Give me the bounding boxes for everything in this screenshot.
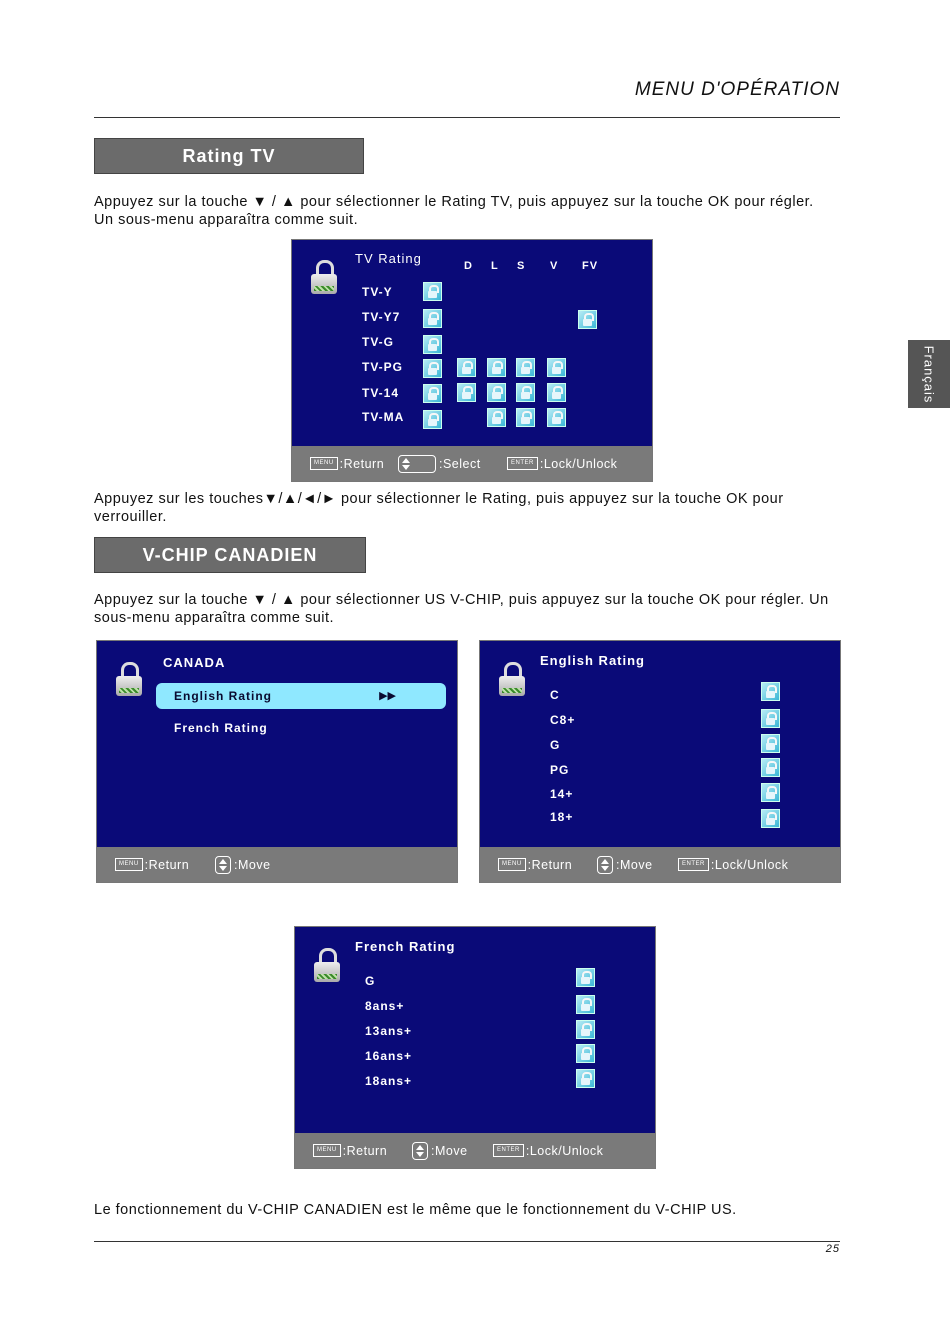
- english-rating-screen: [479, 640, 841, 883]
- rating-tv-instruction: Appuyez sur les touches▼/▲/◄/► pour sélectionner le Rating, puis appuyez sur la touche OK pour verrouiller.: [94, 491, 784, 525]
- lock-cell[interactable]: [761, 758, 780, 777]
- footer-lock-label: :Lock/Unlock: [525, 1143, 604, 1158]
- rating-row-label: TV-Y7: [362, 310, 401, 324]
- screen-footer: [97, 847, 457, 882]
- footer-return-label: :Return: [144, 857, 190, 872]
- lock-cell[interactable]: [487, 383, 506, 402]
- lock-cell[interactable]: [547, 358, 566, 377]
- col-header-v: V: [550, 260, 559, 272]
- canada-screen: [96, 640, 458, 883]
- footer-move-label: :Move: [616, 857, 653, 872]
- footer-move-label: :Move: [234, 857, 271, 872]
- lock-cell[interactable]: [576, 1069, 595, 1088]
- rating-row-label: 18+: [550, 810, 574, 824]
- french-rating-screen: [294, 926, 656, 1169]
- menu-item-label: English Rating: [174, 689, 272, 703]
- lock-cell[interactable]: [487, 408, 506, 427]
- rating-row-label: PG: [550, 763, 570, 777]
- rating-row-label: C8+: [550, 713, 576, 727]
- col-header-fv: FV: [582, 260, 599, 272]
- col-header-s: S: [517, 260, 526, 272]
- enter-key-icon: ENTER: [507, 457, 538, 470]
- lock-cell[interactable]: [423, 309, 442, 328]
- screen-footer: [295, 1133, 655, 1168]
- lock-cell[interactable]: [423, 410, 442, 429]
- rating-row-label: 16ans+: [365, 1049, 413, 1063]
- footer-return-label: :Return: [342, 1143, 388, 1158]
- footer-return-label: :Return: [527, 857, 573, 872]
- screen-footer: [292, 446, 652, 481]
- rating-row-label: 8ans+: [365, 999, 405, 1013]
- rating-row-label: G: [365, 974, 376, 988]
- menu-key-icon: MENU: [310, 457, 338, 470]
- rating-row-label: TV-PG: [362, 360, 404, 374]
- padlock-icon: [498, 662, 526, 696]
- enter-key-icon: ENTER: [493, 1144, 524, 1157]
- screen-title: TV Rating: [355, 251, 422, 266]
- screen-footer: [480, 847, 840, 882]
- menu-key-icon: MENU: [498, 858, 526, 871]
- padlock-icon: [313, 948, 341, 982]
- vchip-canadien-intro: Appuyez sur la touche ▼ / ▲ pour sélectionner US V-CHIP, puis appuyez sur la touche OK pour régler. Un sous-menu apparaîtra comme suit.: [94, 592, 829, 626]
- rating-row-label: 13ans+: [365, 1024, 413, 1038]
- footer-rule: [94, 1241, 840, 1242]
- lock-cell[interactable]: [576, 995, 595, 1014]
- menu-key-icon: MENU: [313, 1144, 341, 1157]
- up-down-keys-icon: [412, 1142, 428, 1160]
- screen-title: English Rating: [540, 653, 645, 668]
- padlock-icon: [310, 260, 338, 294]
- lock-cell[interactable]: [761, 734, 780, 753]
- lock-cell[interactable]: [761, 682, 780, 701]
- screen-title: French Rating: [355, 939, 456, 954]
- rating-row-label: TV-14: [362, 386, 400, 400]
- footer-lock-label: :Lock/Unlock: [539, 456, 618, 471]
- footer-lock-label: :Lock/Unlock: [710, 857, 789, 872]
- lock-cell[interactable]: [457, 383, 476, 402]
- language-side-tab: [908, 340, 950, 408]
- up-down-keys-icon: [215, 856, 231, 874]
- closing-paragraph: Le fonctionnement du V-CHIP CANADIEN est le même que le fonctionnement du V-CHIP US.: [94, 1202, 737, 1218]
- lock-cell[interactable]: [516, 408, 535, 427]
- section-title-rating-tv: Rating TV: [94, 138, 364, 174]
- header-rule: [94, 117, 840, 118]
- lock-cell[interactable]: [423, 359, 442, 378]
- lock-cell[interactable]: [516, 358, 535, 377]
- lock-cell[interactable]: [457, 358, 476, 377]
- menu-key-icon: MENU: [115, 858, 143, 871]
- menu-item-english-rating[interactable]: [156, 683, 446, 709]
- footer-select-label: :Select: [439, 456, 481, 471]
- rating-row-label: 14+: [550, 787, 574, 801]
- lock-cell[interactable]: [761, 783, 780, 802]
- screen-title: CANADA: [163, 655, 226, 670]
- col-header-l: L: [491, 260, 499, 272]
- lock-cell[interactable]: [516, 383, 535, 402]
- lock-cell[interactable]: [423, 384, 442, 403]
- lock-cell[interactable]: [547, 383, 566, 402]
- rating-row-label: 18ans+: [365, 1074, 413, 1088]
- lock-cell[interactable]: [578, 310, 597, 329]
- rating-row-label: C: [550, 688, 560, 702]
- language-side-tab-label: Français: [921, 345, 937, 403]
- section-title-vchip-canadien: V-CHIP CANADIEN: [94, 537, 366, 573]
- page-header-title: MENU D'OPÉRATION: [634, 79, 840, 100]
- lock-cell[interactable]: [423, 335, 442, 354]
- enter-key-icon: ENTER: [678, 858, 709, 871]
- lock-cell[interactable]: [576, 1020, 595, 1039]
- lock-cell[interactable]: [547, 408, 566, 427]
- padlock-icon: [115, 662, 143, 696]
- lock-cell[interactable]: [576, 1044, 595, 1063]
- up-down-keys-icon: [597, 856, 613, 874]
- lock-cell[interactable]: [487, 358, 506, 377]
- tv-rating-screen: [291, 239, 653, 482]
- arrow-keys-icon: [398, 455, 436, 473]
- rating-row-label: TV-G: [362, 335, 395, 349]
- col-header-d: D: [464, 260, 473, 272]
- double-arrow-icon: ▶▶: [379, 690, 396, 702]
- rating-row-label: TV-MA: [362, 410, 405, 424]
- rating-row-label: TV-Y: [362, 285, 393, 299]
- lock-cell[interactable]: [423, 282, 442, 301]
- footer-move-label: :Move: [431, 1143, 468, 1158]
- rating-row-label: G: [550, 738, 561, 752]
- menu-item-french-rating[interactable]: French Rating: [174, 721, 268, 735]
- rating-tv-intro: Appuyez sur la touche ▼ / ▲ pour sélectionner le Rating TV, puis appuyez sur la touche OK pour régler. Un sous-menu apparaîtra comme suit.: [94, 194, 814, 228]
- lock-cell[interactable]: [576, 968, 595, 987]
- lock-cell[interactable]: [761, 809, 780, 828]
- footer-return-label: :Return: [339, 456, 385, 471]
- page-number: 25: [825, 1243, 840, 1255]
- lock-cell[interactable]: [761, 709, 780, 728]
